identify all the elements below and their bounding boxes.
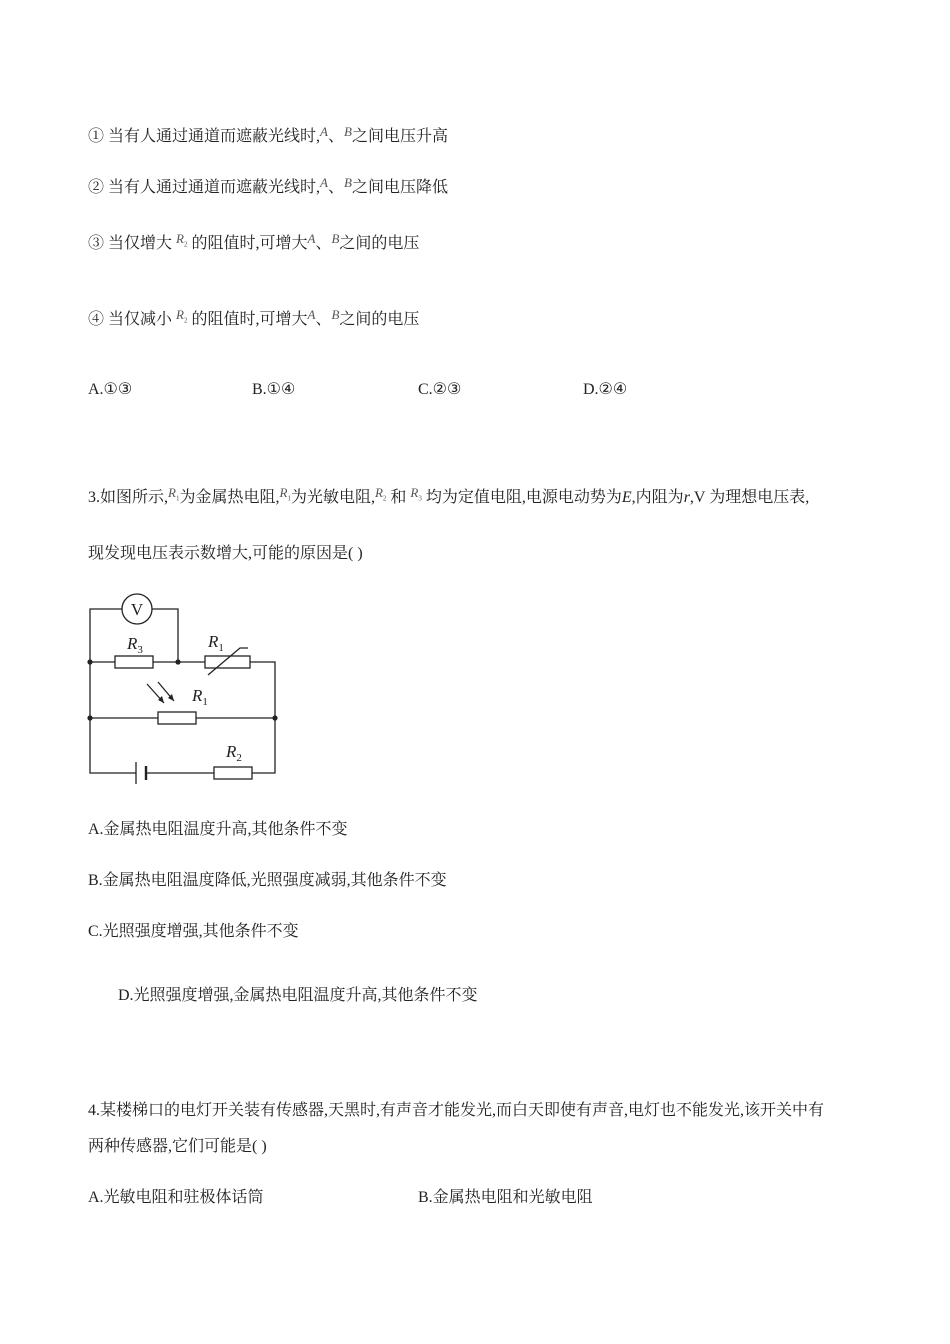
var-a: A xyxy=(320,124,328,139)
statement-num: ③ xyxy=(88,235,105,252)
label-r1: $R_1$ xyxy=(192,686,208,708)
voltmeter-label: V xyxy=(130,600,144,619)
statement-num: ② xyxy=(88,179,105,196)
var-a: A xyxy=(320,175,328,190)
var-r2: R2 xyxy=(374,485,387,503)
resistor-r2 xyxy=(214,767,252,779)
separator: 、 xyxy=(315,235,332,252)
q4-option-a: A.光敏电阻和驻极体话筒 xyxy=(88,1189,264,1206)
statement-text: 的阻值时,可增大 xyxy=(191,311,308,328)
junction-dot xyxy=(175,659,180,664)
resistor-r3 xyxy=(115,656,153,668)
statement-num: ① xyxy=(88,128,105,145)
q2-option-b: B.①④ xyxy=(252,381,296,398)
statement-3 xyxy=(88,231,420,260)
statement-text: 当有人通过通道而遮蔽光线时, xyxy=(108,128,321,145)
q3-option-d: D.光照强度增强,金属热电阻温度升高,其他条件不变 xyxy=(118,987,478,1004)
junction-dot xyxy=(272,715,277,720)
q4-option-b: B.金属热电阻和光敏电阻 xyxy=(418,1189,593,1206)
q2-option-d: D.②④ xyxy=(583,381,628,398)
var-b: B xyxy=(344,175,352,190)
var-b: B xyxy=(331,231,340,246)
var-r2: R2 xyxy=(176,307,188,325)
label-r2: $R_2$ xyxy=(226,742,242,764)
q3-option-a: A.金属热电阻温度升高,其他条件不变 xyxy=(88,821,348,838)
battery-icon xyxy=(136,762,146,784)
q3-option-b: B.金属热电阻温度降低,光照强度减弱,其他条件不变 xyxy=(88,872,447,889)
var-b: B xyxy=(331,307,340,322)
q4-stem-line2: 两种传感器,它们可能是( ) xyxy=(88,1138,267,1155)
q3-stem-line1: 3.如图所示,$^{R_1}$为金属热电阻,$^{R_1}$为光敏电阻,$^{R_2}$ 和 $^{R_3}$ 均为定值电阻,电源电动势为E,内阻为r,V 为理想电压表, xyxy=(88,485,810,506)
statement-2 xyxy=(88,175,448,198)
statement-text: 当仅减小 xyxy=(108,311,173,328)
junction-dot xyxy=(87,715,92,720)
var-r2: R2 xyxy=(176,231,188,249)
statement-text: 之间的电压 xyxy=(339,235,420,252)
var-b: B xyxy=(344,124,352,139)
statement-num: ④ xyxy=(88,311,105,328)
statement-text: 之间电压升高 xyxy=(351,128,448,145)
statement-text: 当仅增大 xyxy=(108,235,173,252)
q4-stem-line1: 4.某楼梯口的电灯开关装有传感器,天黑时,有声音才能发光,而白天即使有声音,电灯也不能发光,该开关中有 xyxy=(88,1102,825,1119)
statement-1 xyxy=(88,124,448,147)
circuit-diagram xyxy=(80,590,290,795)
label-rt: $R_1$ xyxy=(208,632,224,654)
junction-dot xyxy=(87,659,92,664)
q2-option-a: A.①③ xyxy=(88,381,133,398)
statement-4 xyxy=(88,307,420,336)
separator: 、 xyxy=(327,179,344,196)
q3-option-c: C.光照强度增强,其他条件不变 xyxy=(88,923,299,940)
statement-text: 之间的电压 xyxy=(339,311,420,328)
statement-text: 的阻值时,可增大 xyxy=(191,235,308,252)
statement-text: 之间电压降低 xyxy=(351,179,448,196)
var-r3: R3 xyxy=(410,485,422,503)
var-rt: R1 xyxy=(168,485,180,503)
var-r1: R1 xyxy=(279,485,291,503)
statement-text: 当有人通过通道而遮蔽光线时, xyxy=(108,179,321,196)
q3-stem-line2: 现发现电压表示数增大,可能的原因是( ) xyxy=(88,545,363,562)
label-r3: $R_3$ xyxy=(127,634,143,656)
thermistor-slash xyxy=(208,648,248,675)
q2-option-c: C.②③ xyxy=(418,381,462,398)
var-a: A xyxy=(307,307,316,322)
separator: 、 xyxy=(315,311,332,328)
separator: 、 xyxy=(327,128,344,145)
photoresistor-r1 xyxy=(158,712,196,724)
var-a: A xyxy=(307,231,316,246)
